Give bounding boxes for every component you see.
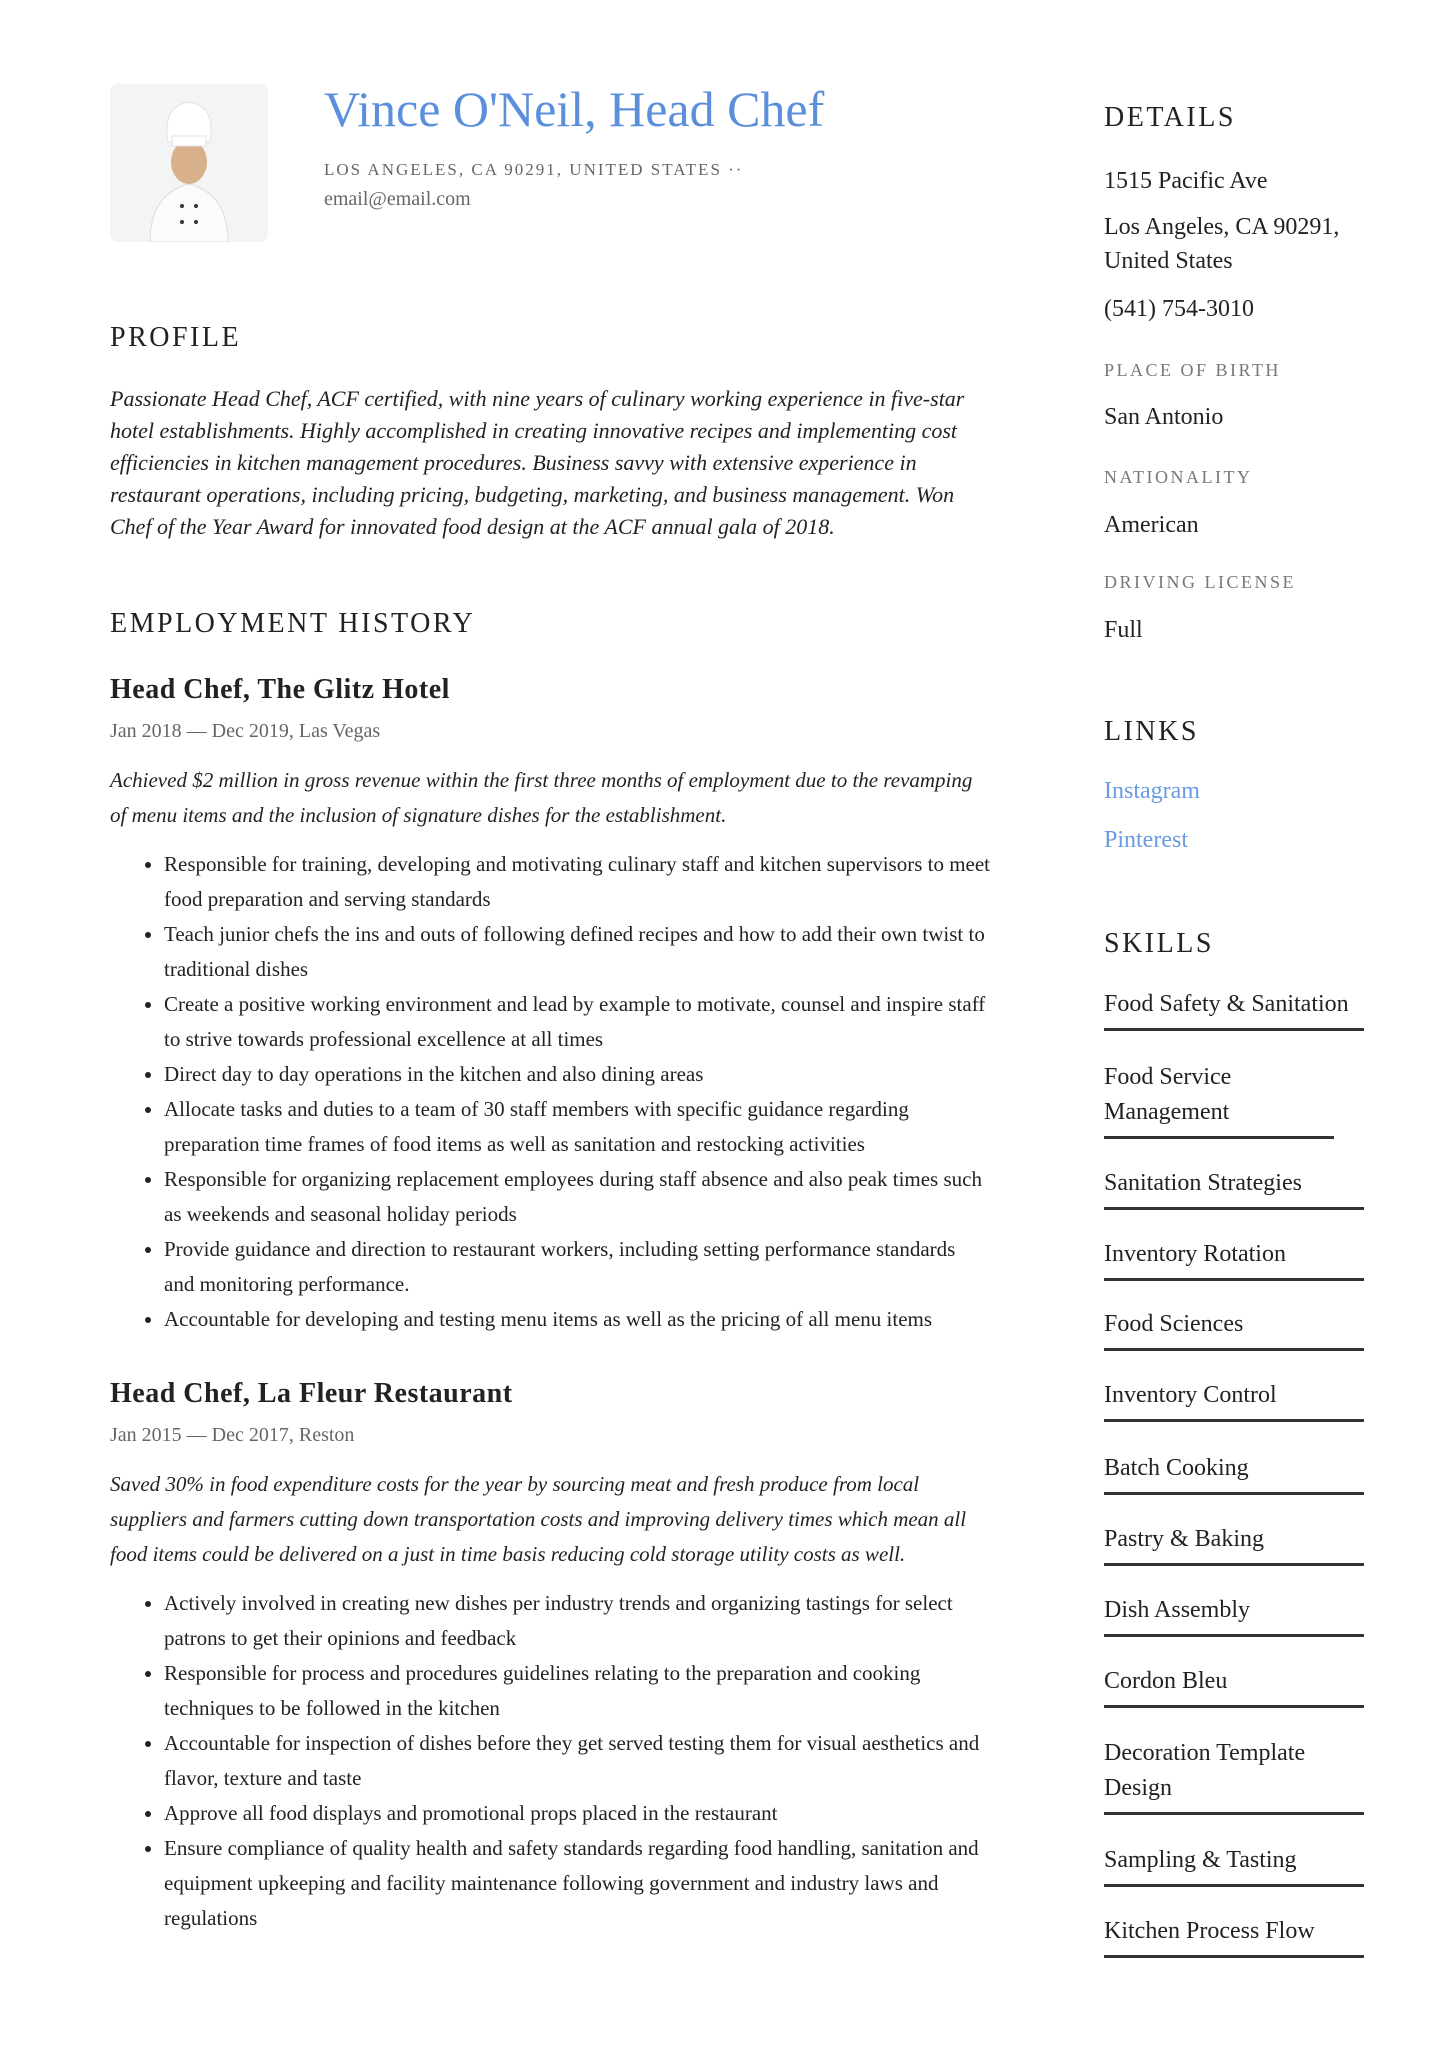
job-summary: Achieved $2 million in gross revenue within the first three months of employment due to the revamping of menu items and the inclusion of signature dishes for the establishment. [110,768,973,827]
job-title: Head Chef, La Fleur Restaurant [110,1378,513,1409]
skill-item: Dish Assembly [1104,1593,1364,1637]
bullet-item: • Teach junior chefs the ins and outs of following defined recipes and how to add their own twist to traditional dishes [164,917,990,987]
job-dates: Jan 2018 — Dec 2019, Las Vegas [110,720,381,742]
bullet-item: • Allocate tasks and duties to a team of 30 staff members with specific guidance regarding preparation time frames of food items as well as sanitation and restocking activities [164,1092,990,1162]
bullet-item: • Actively involved in creating new dishes per industry trends and organizing tastings for select patrons to get their opinions and feedback [164,1586,990,1656]
skill-item: Inventory Rotation [1104,1237,1364,1281]
place-of-birth-value: San Antonio [1104,404,1224,430]
bullet-item: • Accountable for inspection of dishes before they get served testing them for visual aesthetics and flavor, texture and taste [164,1726,990,1796]
nationality-label: NATIONALITY [1104,467,1253,487]
skill-label: Food Service Management [1104,1064,1232,1125]
bullet-item: • Provide guidance and direction to restaurant workers, including setting performance standards and monitoring performance. [164,1232,990,1302]
chef-portrait-icon [110,84,268,242]
job-title: Head Chef, The Glitz Hotel [110,674,450,705]
details-heading: DETAILS [1104,102,1236,133]
skill-item: Sampling & Tasting [1104,1843,1364,1887]
candidate-name: Vince O'Neil, Head Chef [324,81,825,137]
details-street: 1515 Pacific Ave [1104,168,1268,194]
header-address: LOS ANGELES, CA 90291, UNITED STATES ·· [324,160,744,179]
nationality-value: American [1104,512,1199,538]
bullet-item: • Ensure compliance of quality health and safety standards regarding food handling, sanitation and equipment upkeeping and facility maintenance following government and industry laws and regulations [164,1831,990,1936]
job-dates: Jan 2015 — Dec 2017, Reston [110,1424,355,1446]
job-summary: Saved 30% in food expenditure costs for the year by sourcing meat and fresh produce from local suppliers and farmers cutting down transportation costs and improving delivery times which mean all food items could be delivered on a just in time basis reducing cold storage utility costs as well. [110,1472,967,1566]
bullet-item: • Approve all food displays and promotional props placed in the restaurant [164,1796,990,1831]
skill-item: Sanitation Strategies [1104,1166,1364,1210]
details-phone: (541) 754-3010 [1104,296,1254,322]
driving-license-label: DRIVING LICENSE [1104,572,1296,592]
skills-heading: SKILLS [1104,928,1214,959]
job-entry [110,674,990,1337]
skill-item: Batch Cooking [1104,1451,1364,1495]
links-heading: LINKS [1104,716,1199,747]
skill-item: Inventory Control [1104,1378,1364,1422]
job-entry [110,1378,990,1936]
bullet-item: • Responsible for training, developing and motivating culinary staff and kitchen supervisors to meet food preparation and serving standards [164,847,990,917]
bullet-item: • Responsible for organizing replacement employees during staff absence and also peak times such as weekends and seasonal holiday periods [164,1162,990,1232]
driving-license-value: Full [1104,617,1143,643]
details-city: Los Angeles, CA 90291, United States [1104,214,1340,274]
bullet-item: • Direct day to day operations in the kitchen and also dining areas [164,1057,990,1092]
header-email[interactable]: email@email.com [324,188,471,210]
skill-item: Food Sciences [1104,1307,1364,1351]
skill-item: Decoration Template Design [1104,1736,1364,1815]
skill-item: Cordon Bleu [1104,1664,1364,1708]
skill-item: Kitchen Process Flow [1104,1914,1364,1958]
skill-item [1104,1060,1334,1139]
pinterest-link[interactable]: Pinterest [1104,827,1188,853]
instagram-link[interactable]: Instagram [1104,778,1200,804]
bullet-item: • Responsible for process and procedures guidelines relating to the preparation and cooking techniques to be followed in the kitchen [164,1656,990,1726]
employment-heading: EMPLOYMENT HISTORY [110,608,476,639]
profile-text: Passionate Head Chef, ACF certified, with nine years of culinary working experience in five-star hotel establishments. Highly accomplished in creating innovative recipes and implementing cost efficiencies in kitchen management procedures. Business savvy with extensive experience in restaurant operations, including pricing, budgeting, marketing, and business management. Won Chef of the Year Award for innovated food design at the ACF annual gala of 2018. [110,386,965,539]
profile-heading: PROFILE [110,322,242,353]
job-bullets [110,1586,990,1936]
bullet-item: • Accountable for developing and testing menu items as well as the pricing of all menu items [164,1302,990,1337]
skill-item: Food Safety & Sanitation [1104,987,1364,1031]
bullet-item: • Create a positive working environment and lead by example to motivate, counsel and inspire staff to strive towards professional excellence at all times [164,987,990,1057]
profile-photo [110,84,268,242]
job-bullets [110,847,990,1337]
skill-item: Pastry & Baking [1104,1522,1364,1566]
place-of-birth-label: PLACE OF BIRTH [1104,360,1281,380]
